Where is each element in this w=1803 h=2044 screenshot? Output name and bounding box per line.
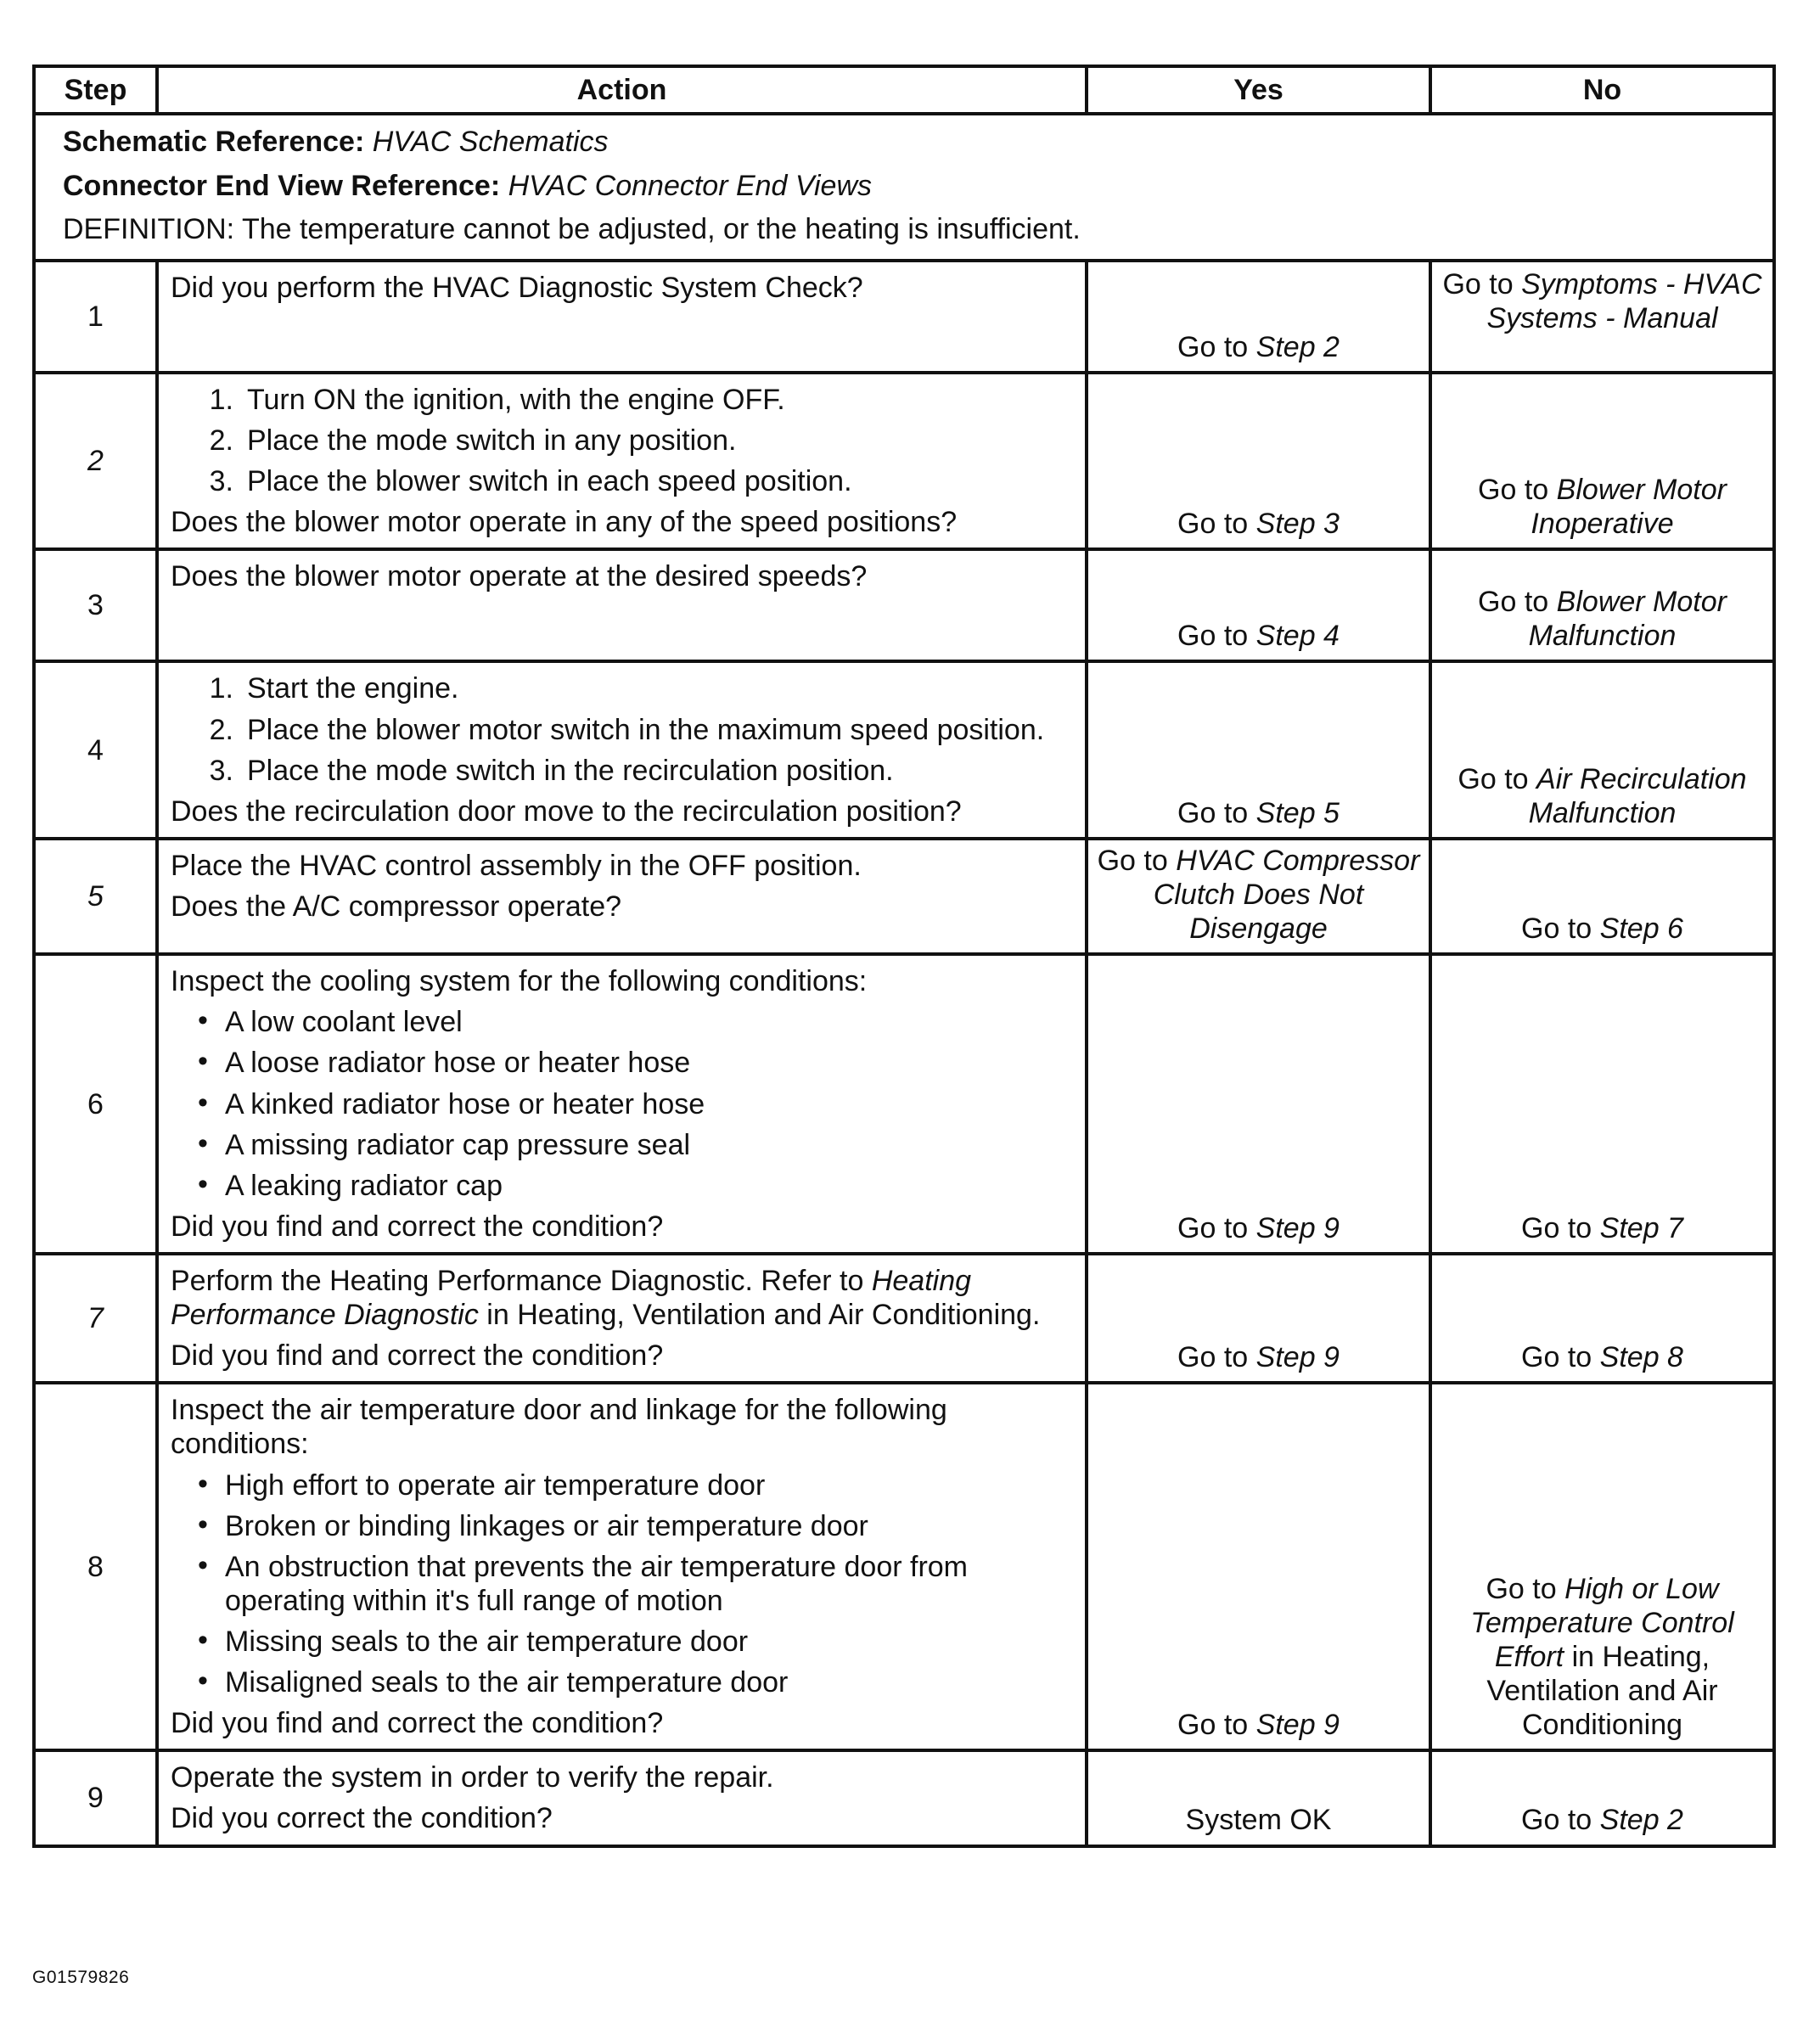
- no-cell: [1430, 839, 1774, 954]
- no-reference: Step 6: [1599, 912, 1683, 946]
- step-number: 2: [34, 373, 157, 549]
- header-no: No: [1430, 66, 1774, 114]
- action-cell: [157, 839, 1087, 954]
- table-row: [34, 661, 1774, 838]
- list-item-text: Place the mode switch in the recirculation position.: [247, 754, 894, 787]
- yes-reference: Step 5: [1255, 796, 1340, 829]
- yes-prefix: Go to: [1177, 1341, 1249, 1374]
- header-step: Step: [34, 66, 157, 114]
- list-item: • Missing seals to the air temperature door: [198, 1621, 1073, 1662]
- table-row: [34, 1254, 1774, 1383]
- figure-id: G01579826: [32, 1968, 130, 1987]
- yes-reference: Step 9: [1255, 1341, 1340, 1374]
- connector-reference: [63, 165, 1745, 209]
- no-prefix: Go to: [1521, 1804, 1592, 1837]
- table-row: [34, 839, 1774, 954]
- action-cell: [157, 661, 1087, 838]
- table-row: [34, 549, 1774, 661]
- question: Does the blower motor operate at the desired speeds?: [171, 560, 868, 593]
- question: Did you correct the condition?: [171, 1802, 553, 1835]
- list-item: • High effort to operate air temperature door: [198, 1465, 1073, 1506]
- no-reference: Blower Motor Malfunction: [1528, 586, 1727, 653]
- step-number: 9: [34, 1750, 157, 1845]
- no-prefix: Go to: [1521, 1341, 1592, 1374]
- action-cell: [157, 549, 1087, 661]
- yes-reference: HVAC Compressor Clutch Does Not Disengage: [1153, 844, 1420, 946]
- yes-prefix: Go to: [1177, 1211, 1249, 1244]
- connector-label: Connector End View Reference:: [63, 169, 501, 202]
- instruction: Operate the system in order to verify the repair.: [171, 1761, 774, 1794]
- yes-reference: Step 3: [1255, 508, 1340, 541]
- list-item: 2. Place the blower motor switch in the maximum speed position.: [209, 713, 1045, 746]
- action-cell: [157, 261, 1087, 373]
- list-item-text: Place the blower motor switch in the maximum speed position.: [247, 713, 1045, 746]
- no-prefix: Go to: [1458, 762, 1529, 795]
- yes-prefix: Go to: [1177, 1709, 1249, 1742]
- list-item: • A kinked radiator hose or heater hose: [198, 1084, 1073, 1125]
- step-number: 4: [34, 661, 157, 838]
- no-suffix: in Heating, Ventilation and Air Conditioning: [1486, 1640, 1718, 1742]
- no-cell: [1430, 549, 1774, 661]
- step-number: 6: [34, 954, 157, 1254]
- yes-reference: Step 2: [1255, 330, 1340, 363]
- question: Does the A/C compressor operate?: [171, 890, 622, 923]
- question: Did you find and correct the condition?: [171, 1339, 664, 1373]
- no-reference: Air Recirculation Malfunction: [1528, 762, 1747, 829]
- question: Does the recirculation door move to the recirculation position?: [171, 795, 962, 828]
- no-reference: Blower Motor Inoperative: [1531, 474, 1727, 541]
- no-prefix: Go to: [1442, 268, 1514, 301]
- no-prefix: Go to: [1486, 1572, 1557, 1605]
- question: Does the blower motor operate in any of the speed positions?: [171, 506, 958, 539]
- connector-value: HVAC Connector End Views: [508, 169, 872, 202]
- list-item-text: Turn ON the ignition, with the engine OFF.: [247, 384, 785, 417]
- yes-cell: [1087, 1383, 1430, 1750]
- list-item: 1. Start the engine.: [209, 672, 459, 705]
- list-item: • A loose radiator hose or heater hose: [198, 1042, 1073, 1083]
- table-row: [34, 261, 1774, 373]
- bullet-list: [171, 1465, 1073, 1704]
- no-prefix: Go to: [1478, 586, 1549, 619]
- yes-prefix: Go to: [1177, 508, 1249, 541]
- no-reference: High or Low Temperature Control Effort: [1470, 1572, 1734, 1673]
- no-reference: Step 8: [1599, 1341, 1683, 1374]
- instruction: [171, 1261, 1073, 1335]
- action-cell: [157, 1254, 1087, 1383]
- no-cell: [1430, 261, 1774, 373]
- no-prefix: Go to: [1478, 474, 1549, 507]
- instruction: Inspect the cooling system for the following conditions:: [171, 965, 868, 998]
- list-item-text: Place the mode switch in any position.: [247, 424, 737, 458]
- list-item-text: Start the engine.: [247, 672, 459, 705]
- schematic-label: Schematic Reference:: [63, 126, 365, 158]
- instruction: Inspect the air temperature door and linkage for the following conditions:: [171, 1394, 947, 1461]
- step-number: 7: [34, 1254, 157, 1383]
- yes-cell: [1087, 261, 1430, 373]
- list-item: 2. Place the mode switch in any position.: [209, 424, 737, 458]
- yes-cell: [1087, 954, 1430, 1254]
- no-cell: [1430, 373, 1774, 549]
- yes-cell: [1087, 661, 1430, 838]
- header-action: Action: [157, 66, 1087, 114]
- no-reference: Step 7: [1599, 1211, 1683, 1244]
- list-item: • A leaking radiator cap: [198, 1165, 1073, 1206]
- header-yes: Yes: [1087, 66, 1430, 114]
- no-prefix: Go to: [1521, 1211, 1592, 1244]
- no-cell: [1430, 1254, 1774, 1383]
- list-item: • Broken or binding linkages or air temperature door: [198, 1506, 1073, 1547]
- diagnostic-table: [32, 65, 1776, 1848]
- table-row: [34, 373, 1774, 549]
- yes-prefix: Go to: [1177, 796, 1249, 829]
- no-cell: [1430, 661, 1774, 838]
- list-item: • A missing radiator cap pressure seal: [198, 1125, 1073, 1165]
- yes-cell: [1087, 839, 1430, 954]
- list-item-text: Place the blower switch in each speed position.: [247, 465, 852, 498]
- yes-cell: [1087, 1254, 1430, 1383]
- numbered-list: [171, 668, 1073, 790]
- no-reference: Symptoms - HVAC Systems - Manual: [1486, 268, 1762, 335]
- references-cell: [34, 114, 1774, 261]
- yes-reference: Step 9: [1255, 1211, 1340, 1244]
- list-item: 1. Turn ON the ignition, with the engine OFF.: [209, 384, 785, 417]
- yes-text: System OK: [1185, 1804, 1332, 1837]
- instruction: Place the HVAC control assembly in the OFF position.: [171, 849, 862, 882]
- list-item: • An obstruction that prevents the air temperature door from operating within it's full range of motion: [198, 1547, 1073, 1621]
- step-number: 1: [34, 261, 157, 373]
- definition: DEFINITION: The temperature cannot be adjusted, or the heating is insufficient.: [63, 213, 1081, 246]
- no-reference: Step 2: [1599, 1804, 1683, 1837]
- instruction-text: Perform the Heating Performance Diagnostic. Refer to: [171, 1264, 864, 1297]
- schematic-value: HVAC Schematics: [372, 126, 609, 158]
- question: Did you find and correct the condition?: [171, 1210, 664, 1243]
- step-number: 3: [34, 549, 157, 661]
- yes-cell: [1087, 549, 1430, 661]
- yes-cell: [1087, 373, 1430, 549]
- table-row: [34, 954, 1774, 1254]
- header-row: [34, 66, 1774, 114]
- reference-row: [34, 114, 1774, 261]
- action-cell: [157, 1383, 1087, 1750]
- no-prefix: Go to: [1521, 912, 1592, 946]
- action-cell: [157, 1750, 1087, 1845]
- no-cell: [1430, 1383, 1774, 1750]
- schematic-reference: [63, 121, 1745, 165]
- yes-cell: [1087, 1750, 1430, 1845]
- bullet-list: [171, 1002, 1073, 1206]
- yes-prefix: Go to: [1177, 620, 1249, 653]
- yes-prefix: Go to: [1177, 330, 1249, 363]
- table-row: [34, 1750, 1774, 1845]
- list-item: • A low coolant level: [198, 1002, 1073, 1042]
- yes-reference: Step 4: [1255, 620, 1340, 653]
- no-cell: [1430, 954, 1774, 1254]
- instruction-text-end: in Heating, Ventilation and Air Conditioning.: [486, 1299, 1041, 1332]
- action-cell: [157, 954, 1087, 1254]
- no-cell: [1430, 1750, 1774, 1845]
- question: Did you perform the HVAC Diagnostic System Check?: [171, 272, 863, 305]
- yes-reference: Step 9: [1255, 1709, 1340, 1742]
- step-number: 5: [34, 839, 157, 954]
- action-cell: [157, 373, 1087, 549]
- step-number: 8: [34, 1383, 157, 1750]
- list-item: • Misaligned seals to the air temperature door: [198, 1662, 1073, 1703]
- yes-prefix: Go to: [1097, 844, 1168, 877]
- instruction-reference: Heating Performance Diagnostic: [171, 1264, 972, 1332]
- list-item: 3. Place the mode switch in the recirculation position.: [209, 754, 894, 787]
- question: Did you find and correct the condition?: [171, 1707, 664, 1740]
- list-item: 3. Place the blower switch in each speed position.: [209, 465, 852, 498]
- table-row: [34, 1383, 1774, 1750]
- numbered-list: [171, 379, 1073, 502]
